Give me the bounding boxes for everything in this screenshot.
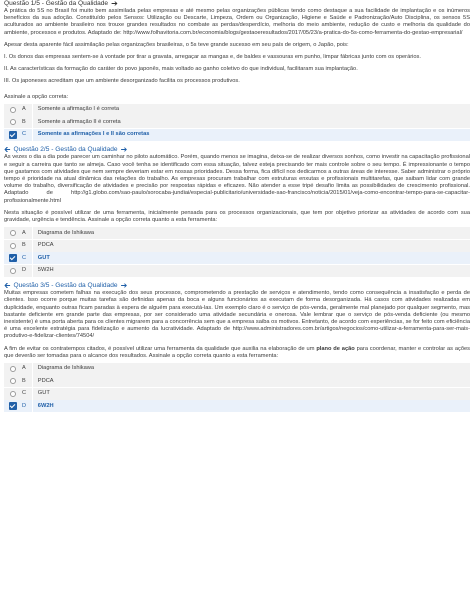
option-text: PDCA (37, 377, 54, 384)
question-3-prompt-end: para coordenar, manter e controlar as ações que deverão ser tomadas para o alcance dos resultados. Assinale a opção correta quanto a esta ferramenta: (4, 345, 471, 359)
question-3-prompt (4, 346, 470, 360)
checked-checkbox-icon[interactable] (9, 254, 17, 262)
question-1-option-a[interactable] (4, 104, 470, 116)
question-3-prompt-bold: plano de ação (316, 345, 355, 352)
option-text: GUT (37, 390, 50, 397)
arrow-left-icon: 🡰 (4, 145, 11, 155)
question-2-option-d[interactable] (4, 265, 470, 277)
option-text: 6W2H (37, 402, 54, 409)
arrow-right-icon: ➔ (111, 0, 118, 8)
option-letter: B (22, 118, 26, 125)
question-3-title-text: Questão 3/5 - Gestão da Qualidade (13, 282, 118, 290)
option-letter: D (22, 267, 27, 274)
radio-icon[interactable] (10, 243, 16, 249)
radio-icon[interactable] (10, 391, 16, 397)
question-2-option-c[interactable] (4, 252, 470, 264)
option-text: Diagrama de Ishikawa (37, 365, 95, 372)
question-2-option-b[interactable] (4, 240, 470, 252)
option-text: PDCA (37, 242, 54, 249)
checked-checkbox-icon[interactable] (9, 131, 17, 139)
radio-icon[interactable] (10, 378, 16, 384)
question-3-options (4, 363, 470, 413)
question-3-option-a[interactable] (4, 363, 470, 375)
arrow-right-icon: ➔ (120, 145, 128, 155)
option-text: GUT (37, 254, 50, 261)
option-text: Somente a afirmação II é correta (37, 118, 121, 125)
question-3-prompt-start: A fim de evitar os contratempos citados, é possível utilizar uma ferramenta da qualidade que auxilia na elaboração de um (4, 345, 315, 352)
question-1-title-text: Questão 1/5 - Gestão da Qualidade (4, 0, 109, 7)
option-letter: A (22, 106, 26, 113)
question-2-options (4, 227, 470, 277)
question-1-statement-2: II. As características da formação do caráter do povo japonês, mais voltado ao ganho coletivo do que individual, facilitaram sua implantação. (4, 66, 358, 73)
option-text: 5W2H (37, 267, 54, 274)
arrow-left-icon: 🡰 (4, 281, 11, 291)
question-1-statement-3: III. Os japoneses acreditam que um ambiente desorganizado facilita os processos produtivos. (4, 78, 240, 85)
option-letter: C (22, 254, 27, 261)
option-letter: D (22, 402, 27, 409)
question-1-lead: Apesar desta aparente fácil assimilação pelas organizações brasileiras, o 5s teve grande sucesso em seu país de origem, o Japão, pois: (4, 41, 349, 48)
arrow-right-icon: ➔ (120, 281, 128, 291)
question-3-intro: Muitas empresas cometem falhas na execução dos seus processos, comprometendo a prestação de serviços e atendimento, tendo como consequência a insatisfação e perda de clientes. Isso ocorre porque muitas tarefas são definidas apenas da boca e alguns funcionários as executam de forma desorganizada. Há casos com atividades realizadas em duplicidade, enquanto outras ficam paradas à espera de alguém para executá-las. Um exemplo claro é o serviço de pós-venda, geralmente mal planejado por qualquer segmento, mas bastante deficiente em grande parte das empresas, por ser considerado uma atividade secundária e onerosa. Vale lembrar que o serviço de pós-venda deficiente (ou mesmo inexistente) é uma porta aberta para os clientes migrarem para a concorrência sem que a empresa saiba os motivos. Entretanto, de acordo com experiências, se for feito com eficiência é uma excelente estratégia para fidelização e aumento da lucratividade. Adaptado de http://www.administradores.com.br/artigos/negocios/como-utilizar-a-ferramenta-para-ser-mais-produtivo-e-fidelizar-clientes/74504/ (4, 290, 470, 340)
option-letter: B (22, 242, 26, 249)
option-letter: C (22, 390, 27, 397)
question-1-option-b[interactable] (4, 116, 470, 128)
option-text: Somente a afirmação I é correta (37, 106, 120, 113)
question-2-option-a[interactable] (4, 227, 470, 239)
question-1-title (4, 0, 470, 8)
question-3-option-b[interactable] (4, 375, 470, 387)
checked-checkbox-icon[interactable] (9, 402, 17, 410)
question-2-title (4, 146, 470, 154)
option-letter: C (22, 131, 27, 138)
question-2-intro: As vezes o dia a dia pode parecer um caminhar no piloto automático. Porém, quando menos se imagina, deixa-se de realizar diversos sonhos, como investir na capacitação profissional e seguir a carreira que tanto se almeja. Caso você tenha se identificado com essa situação, talvez esteja precisando ter mais controle sobre o seu tempo. É impressionante o tempo que gastamos com atividades que nem sempre deveriam estar em nossas prioridades. Dessa forma, fica difícil nos dedicarmos a outras áreas de interesse. Saber administrar o próprio tempo é prioridade na atual dinâmica das relações do trabalho. As empresas procuram trabalhar com estruturas enxutas e profissionais multitarefas, que saibam lidar com grande volume do trabalho, diversificação de atividades e precisão por respostas rápidas e eficazes. Não atender a esse tripé desafio limita as possibilidades de crescimento profissional. Adaptado de http://g1.globo.com/sao-paulo/sorocaba-jundiai/especial-publicitario/universidade-sao-francisco/noticia/2015/01/veja-como-encontrar-tempo-para-se-capacitar-profissionalmente.html (4, 154, 470, 204)
question-2-title-text: Questão 2/5 - Gestão da Qualidade (13, 146, 118, 154)
radio-icon[interactable] (10, 119, 16, 125)
question-3-option-c[interactable] (4, 388, 470, 400)
option-text: Diagrama de Ishikawa (37, 229, 95, 236)
question-2-prompt: Nesta situação é possível utilizar de uma ferramenta, inicialmente pensada para os processos organizacionais, que tem por objetivo priorizar as atividades de acordo com sua gravidade, urgência e tendência. Assinale a opção correta quanto a esta ferramenta: (4, 209, 470, 223)
radio-icon[interactable] (10, 268, 16, 274)
option-letter: B (22, 377, 26, 384)
radio-icon[interactable] (10, 230, 16, 236)
question-1-option-c[interactable] (4, 129, 470, 141)
question-1-options (4, 104, 470, 141)
option-letter: A (22, 365, 26, 372)
radio-icon[interactable] (10, 366, 16, 372)
question-1-prompt: Assinale a opção correta: (4, 93, 69, 100)
option-text: Somente as afirmações I e II são corretas (37, 131, 150, 138)
option-letter: A (22, 229, 26, 236)
question-1-intro: A prática do 5S no Brasil foi muito bem assimilada pelas empresas e até mesmo pelas organizações públicas tendo como destaque a sua facilidade de implantação e os inúmeros benefícios da sua adoção. Constituído pelos Sensos: Utilização ou Descarte, Limpeza, Ordem ou Organização, Higiene e Saúde e Padronização/Auto Disciplina, os sensos 5S aculturados ao ambiente brasileiro nos trouxe grandes resultados no combate as perdas/desperdício, melhoria do meio ambiente, redução de custo e melhoria da qualidade do ambiente, processos e produtos. Adaptado de: http://www.folhavitoria.com.br/economia/blogs/gestaoeresultados/2017/05/23/a-pratica-do-5s-como-ferramenta-do-gestao-empresarial/ (4, 8, 470, 36)
question-3-option-d[interactable] (4, 400, 470, 412)
radio-icon[interactable] (10, 107, 16, 113)
question-3-title (4, 282, 470, 290)
question-1-statement-1: I. Os donos das empresas sentem-se à vontade por tirar a gravata, arregaçar as mangas e, de baldes e vassouras em punho, limpar fábricas junto com os operários. (4, 54, 421, 61)
